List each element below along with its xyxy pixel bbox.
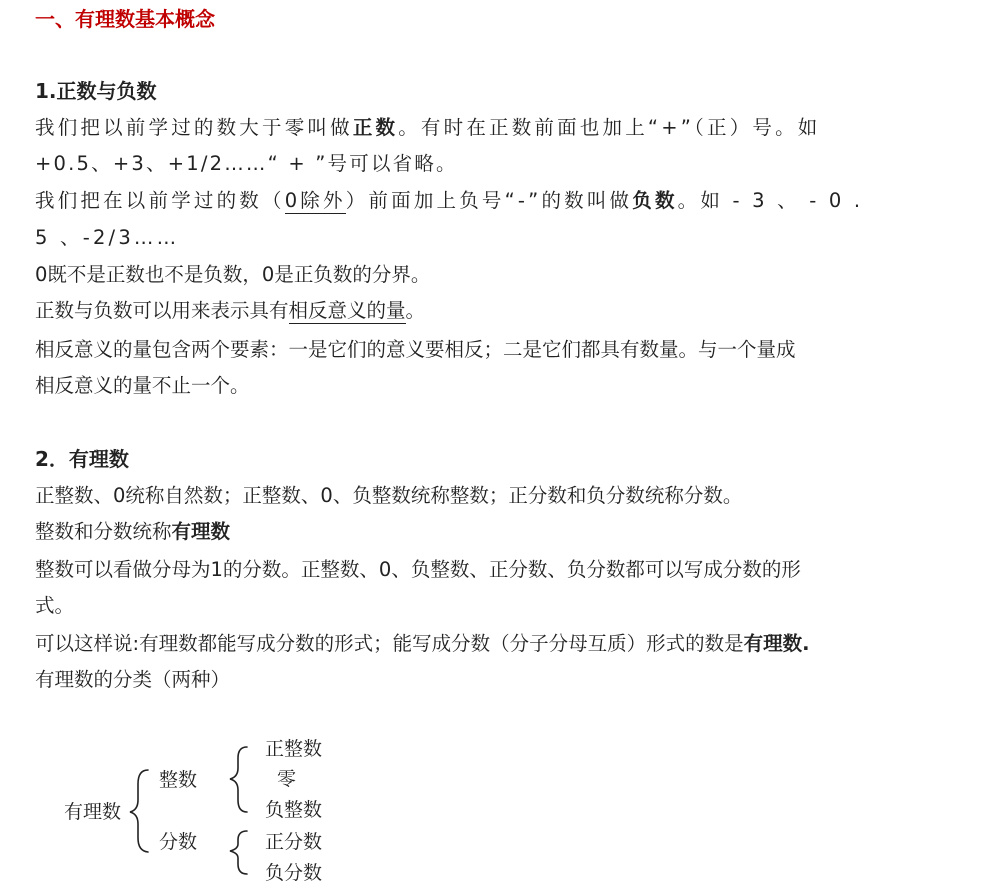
diagram-root-label: 有理数 [64,801,122,823]
integer-brace [230,747,247,812]
paragraph-rational-form: 可以这样说:有理数都能写成分数的形式；能写成分数（分子分母互质）形式的数是有理数. [35,632,810,655]
fraction-brace [230,831,247,874]
paragraph-natural-numbers: 正整数、0统称自然数；正整数、0、负整数统称整数；正分数和负分数统称分数。 [35,484,743,507]
paragraph-negative-numbers-cont: 5 、-2/3…… [35,226,180,249]
paragraph-two-elements-cont: 相反意义的量不止一个。 [35,374,250,397]
diagram-fraction-label: 分数 [159,831,198,853]
paragraph-zero: 0既不是正数也不是负数，0是正负数的分界。 [35,263,431,286]
section-heading: 一、有理数基本概念 [35,7,215,31]
term-negative: 负数 [632,189,678,212]
term-rational-2: 有理数. [743,632,810,655]
term-positive: 正数 [352,116,399,139]
diagram-integer-label: 整数 [159,769,198,791]
paragraph-negative-numbers: 我们把在以前学过的数（0除外）前面加上负号“-”的数叫做负数。如 - 3 、 - 0 . [35,189,864,212]
section1-title: 1.正数与负数 [35,79,157,103]
diagram-positive-integer-label: 正整数 [265,738,323,760]
paragraph-fraction-form: 整数可以看做分母为1的分数。正整数、0、负整数、正分数、负分数都可以写成分数的形 [35,558,801,581]
diagram-positive-fraction-label: 正分数 [265,831,323,853]
diagram-negative-integer-label: 负整数 [265,799,323,821]
diagram-zero-label: 零 [277,768,297,790]
underlined-zero-except: 0除外 [284,189,346,212]
paragraph-opposite-meaning: 正数与负数可以用来表示具有相反意义的量。 [35,299,426,322]
term-rational: 有理数 [171,520,231,543]
root-brace [130,770,148,852]
paragraph-classification: 有理数的分类（两种） [35,668,231,691]
section2-title: 2．有理数 [35,447,129,471]
paragraph-fraction-form-cont: 式。 [35,594,75,617]
paragraph-two-elements: 相反意义的量包含两个要素：一是它们的意义要相反；二是它们都具有数量。与一个量成 [35,338,796,361]
paragraph-positive-numbers: 我们把以前学过的数大于零叫做正数。有时在正数前面也加上“+”（正）号。如 [35,116,821,139]
paragraph-rational-definition: 整数和分数统称有理数 [35,520,231,543]
underlined-opposite-quantity: 相反意义的量 [288,299,406,322]
diagram-negative-fraction-label: 负分数 [265,862,323,884]
paragraph-positive-numbers-cont: +0.5、+3、+1/2……“ + ”号可以省略。 [35,152,458,175]
